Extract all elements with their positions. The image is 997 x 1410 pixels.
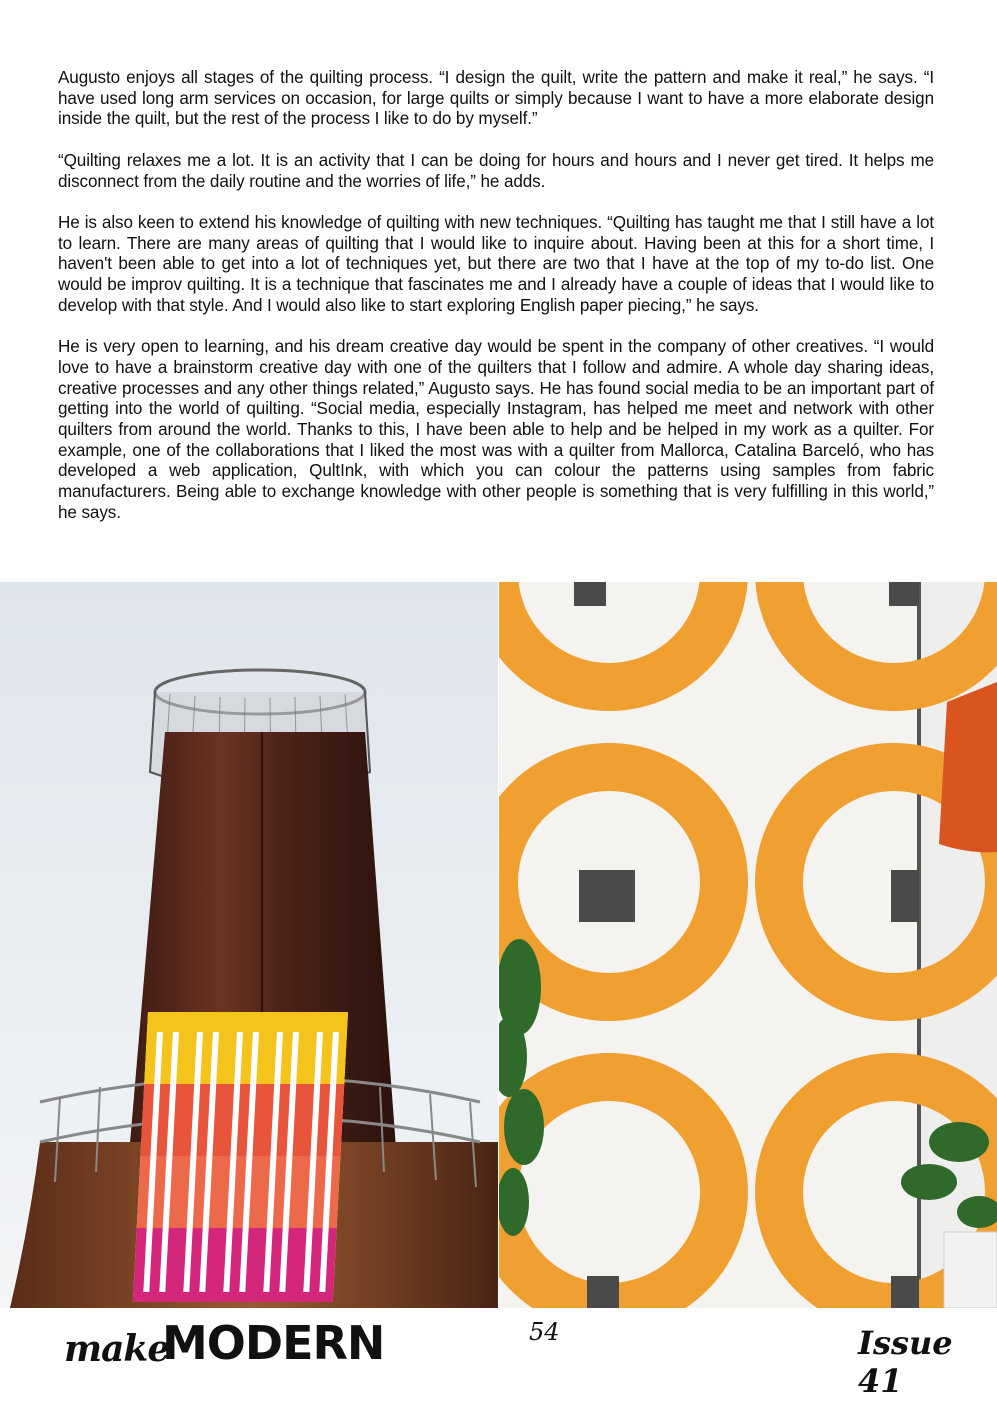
lighthouse-photo bbox=[0, 582, 498, 1308]
paragraph-3: He is also keen to extend his knowledge of quilting with new techniques. “Quilting has taught me that I still have a lot to learn. There are many areas of quilting that I would like to inquire about. Having been at this for a short time, I haven't been able to get into a lot of techniques yet, but there are two that I have at the top of my to-do list. One would be improv quilting. It is a technique that fascinates me and I already have a couple of ideas that I would like to develop with that style. And I would also like to start exploring English paper piecing,” he says. bbox=[58, 212, 934, 315]
paragraph-4: He is very open to learning, and his dream creative day would be spent in the company of other creatives. “I would love to have a brainstorm creative day with one of the quilters that I follow and admire. A whole day sharing ideas, creative processes and any other things related,” Augusto says. He has found social media to be an important part of getting into the world of quilting. “Social media, especially Instagram, has helped me meet and network with other quilters from around the world. Thanks to this, I have been able to help and be helped in my work as a quilter. For example, one of the collaborations that I liked the most was with a quilter from Mallorca, Catalina Barceló, who has developed a web application, QultInk, with which you can colour the patterns using samples from fabric manufacturers. Being able to exchange knowledge with other people is something that is very fulfilling in this world,” he says. bbox=[58, 337, 934, 522]
issue-label: Issue 41 bbox=[858, 1324, 953, 1400]
paragraph-2: “Quilting relaxes me a lot. It is an activity that I can be doing for hours and hours and I never get tired. It helps me disconnect from the daily routine and the worries of life,” he adds. bbox=[58, 150, 934, 191]
make-modern-logo bbox=[64, 1312, 385, 1376]
logo-modern-text: MODERN bbox=[162, 1316, 385, 1370]
paragraph-1: Augusto enjoys all stages of the quilting process. “I design the quilt, write the pattern and make it real,” he says. “I have used long arm services on occasion, for large quilts or simply because I want to have a more elaborate design inside the quilt, but the rest of the process I like to do by myself.” bbox=[58, 68, 934, 129]
page-number: 54 bbox=[529, 1318, 560, 1346]
circle-quilt-photo bbox=[499, 582, 997, 1308]
article-body bbox=[58, 68, 934, 544]
logo-make-text: make bbox=[64, 1328, 170, 1370]
